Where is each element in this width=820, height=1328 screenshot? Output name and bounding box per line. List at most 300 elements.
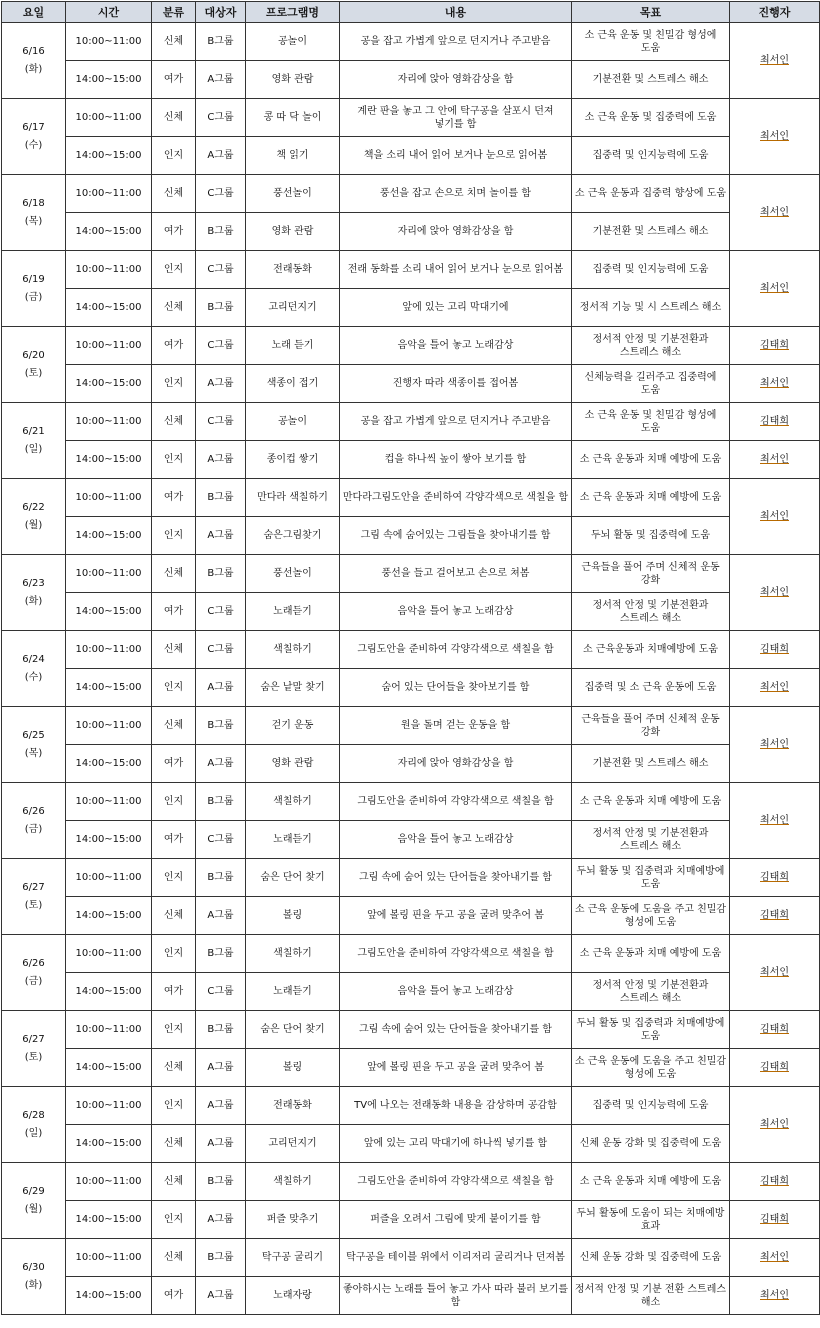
time-cell: 10:00~11:00 <box>66 1087 152 1125</box>
category-cell: 인지 <box>152 1201 196 1239</box>
group-cell: A그룹 <box>196 1201 246 1239</box>
day-cell <box>2 251 66 327</box>
table-row <box>2 1163 820 1201</box>
content-cell: 음악을 틀어 놓고 노래감상 <box>340 973 572 1011</box>
category-cell: 여가 <box>152 973 196 1011</box>
leader-cell: 김태희 <box>730 631 820 669</box>
category-cell: 여가 <box>152 1277 196 1315</box>
category-cell: 인지 <box>152 365 196 403</box>
content-cell: 앞에 볼링 핀을 두고 공을 굴려 맞추어 봄 <box>340 1049 572 1087</box>
day-weekday: (토) <box>24 367 43 379</box>
goal-cell: 정서적 안정 및 기분 전환 스트레스 해소 <box>572 1277 730 1315</box>
content-cell: 자리에 앉아 영화감상을 함 <box>340 61 572 99</box>
time-cell: 10:00~11:00 <box>66 403 152 441</box>
category-cell: 신체 <box>152 23 196 61</box>
group-cell: B그룹 <box>196 783 246 821</box>
group-cell: A그룹 <box>196 897 246 935</box>
leader-cell: 김태희 <box>730 1049 820 1087</box>
day-cell <box>2 859 66 935</box>
leader-cell: 김태희 <box>730 897 820 935</box>
day-cell <box>2 1011 66 1087</box>
table-row <box>2 175 820 213</box>
day-date: 6/16 <box>22 45 45 57</box>
goal-cell: 두뇌 활동 및 집중력에 도움 <box>572 517 730 555</box>
day-weekday: (토) <box>24 1051 43 1063</box>
time-cell: 10:00~11:00 <box>66 251 152 289</box>
table-row <box>2 745 820 783</box>
group-cell: B그룹 <box>196 935 246 973</box>
day-weekday: (월) <box>24 1203 43 1215</box>
leader-cell: 김태희 <box>730 1163 820 1201</box>
leader-cell: 김태희 <box>730 859 820 897</box>
group-cell: A그룹 <box>196 1049 246 1087</box>
day-weekday: (금) <box>24 291 43 303</box>
program-cell: 볼링 <box>246 897 340 935</box>
table-row <box>2 1011 820 1049</box>
day-cell <box>2 783 66 859</box>
content-cell: 퍼즐을 오려서 그림에 맞게 붙이기를 함 <box>340 1201 572 1239</box>
day-cell <box>2 175 66 251</box>
day-weekday: (화) <box>24 1279 43 1291</box>
group-cell: C그룹 <box>196 251 246 289</box>
time-cell: 14:00~15:00 <box>66 137 152 175</box>
table-row <box>2 99 820 137</box>
table-row <box>2 1125 820 1163</box>
table-row <box>2 1239 820 1277</box>
table-body <box>2 23 820 1315</box>
goal-cell: 두뇌 활동 및 집중력과 치매예방에 도움 <box>572 1011 730 1049</box>
day-weekday: (수) <box>24 671 43 683</box>
category-cell: 여가 <box>152 213 196 251</box>
table-row <box>2 1049 820 1087</box>
table-row <box>2 821 820 859</box>
day-cell <box>2 99 66 175</box>
day-cell <box>2 707 66 783</box>
day-date: 6/26 <box>22 805 45 817</box>
category-cell: 신체 <box>152 1049 196 1087</box>
group-cell: A그룹 <box>196 61 246 99</box>
content-cell: 앞에 있는 고리 막대기에 <box>340 289 572 327</box>
goal-cell: 소 근육 운동 및 친밀감 형성에 도움 <box>572 23 730 61</box>
content-cell: TV에 나오는 전래동화 내용을 감상하며 공감함 <box>340 1087 572 1125</box>
program-cell: 노래자랑 <box>246 1277 340 1315</box>
group-cell: C그룹 <box>196 631 246 669</box>
day-date: 6/20 <box>22 349 45 361</box>
content-cell: 숨어 있는 단어들을 찾아보기를 함 <box>340 669 572 707</box>
time-cell: 14:00~15:00 <box>66 821 152 859</box>
program-cell: 걷기 운동 <box>246 707 340 745</box>
program-cell: 숨은 단어 찾기 <box>246 859 340 897</box>
goal-cell: 정서적 안정 및 기분전환과 스트레스 해소 <box>572 821 730 859</box>
table-row <box>2 973 820 1011</box>
day-cell <box>2 1087 66 1163</box>
leader-cell: 최서인 <box>730 669 820 707</box>
col-header-goal: 목표 <box>572 2 730 23</box>
content-cell: 음악을 틀어 놓고 노래감상 <box>340 593 572 631</box>
time-cell: 10:00~11:00 <box>66 859 152 897</box>
table-row <box>2 479 820 517</box>
content-cell: 자리에 앉아 영화감상을 함 <box>340 745 572 783</box>
table-row <box>2 631 820 669</box>
content-cell: 좋아하시는 노래를 틀어 놓고 가사 따라 불러 보기를 함 <box>340 1277 572 1315</box>
program-cell: 색칠하기 <box>246 1163 340 1201</box>
program-cell: 노래듣기 <box>246 821 340 859</box>
program-cell: 만다라 색칠하기 <box>246 479 340 517</box>
category-cell: 신체 <box>152 707 196 745</box>
day-date: 6/22 <box>22 501 45 513</box>
col-header-day: 요일 <box>2 2 66 23</box>
program-cell: 숨은그림찾기 <box>246 517 340 555</box>
table-row <box>2 897 820 935</box>
day-weekday: (목) <box>24 747 43 759</box>
content-cell: 컵을 하나씩 높이 쌓아 보기를 함 <box>340 441 572 479</box>
content-cell: 풍선을 잡고 손으로 치며 놀이를 함 <box>340 175 572 213</box>
group-cell: B그룹 <box>196 23 246 61</box>
col-header-time: 시간 <box>66 2 152 23</box>
goal-cell: 집중력 및 인지능력에 도움 <box>572 137 730 175</box>
table-row <box>2 61 820 99</box>
time-cell: 14:00~15:00 <box>66 745 152 783</box>
table-row <box>2 593 820 631</box>
leader-cell: 최서인 <box>730 1239 820 1277</box>
leader-cell: 최서인 <box>730 23 820 99</box>
category-cell: 여가 <box>152 745 196 783</box>
category-cell: 인지 <box>152 859 196 897</box>
category-cell: 인지 <box>152 1087 196 1125</box>
program-cell: 색칠하기 <box>246 631 340 669</box>
time-cell: 10:00~11:00 <box>66 23 152 61</box>
category-cell: 신체 <box>152 1125 196 1163</box>
day-weekday: (토) <box>24 899 43 911</box>
goal-cell: 기분전환 및 스트레스 해소 <box>572 745 730 783</box>
table-row <box>2 859 820 897</box>
group-cell: A그룹 <box>196 745 246 783</box>
group-cell: C그룹 <box>196 973 246 1011</box>
program-cell: 종이컵 쌓기 <box>246 441 340 479</box>
day-weekday: (금) <box>24 823 43 835</box>
group-cell: C그룹 <box>196 175 246 213</box>
day-weekday: (화) <box>24 63 43 75</box>
program-cell: 책 읽기 <box>246 137 340 175</box>
day-date: 6/27 <box>22 1033 45 1045</box>
goal-cell: 신체 운동 강화 및 집중력에 도움 <box>572 1125 730 1163</box>
group-cell: C그룹 <box>196 99 246 137</box>
content-cell: 자리에 앉아 영화감상을 함 <box>340 213 572 251</box>
content-cell: 그림 속에 숨어 있는 단어들을 찾아내기를 함 <box>340 859 572 897</box>
time-cell: 14:00~15:00 <box>66 973 152 1011</box>
category-cell: 여가 <box>152 61 196 99</box>
group-cell: A그룹 <box>196 1087 246 1125</box>
time-cell: 14:00~15:00 <box>66 365 152 403</box>
content-cell: 탁구공을 테이블 위에서 이리저리 굴리거나 던져봄 <box>340 1239 572 1277</box>
category-cell: 인지 <box>152 669 196 707</box>
table-row <box>2 251 820 289</box>
leader-cell: 최서인 <box>730 1087 820 1163</box>
leader-cell: 김태희 <box>730 1011 820 1049</box>
leader-cell: 최서인 <box>730 99 820 175</box>
table-row <box>2 403 820 441</box>
day-weekday: (수) <box>24 139 43 151</box>
time-cell: 14:00~15:00 <box>66 61 152 99</box>
category-cell: 인지 <box>152 517 196 555</box>
time-cell: 10:00~11:00 <box>66 175 152 213</box>
category-cell: 여가 <box>152 821 196 859</box>
day-cell <box>2 1163 66 1239</box>
day-weekday: (목) <box>24 215 43 227</box>
time-cell: 14:00~15:00 <box>66 1201 152 1239</box>
content-cell: 그림 속에 숨어있는 그림들을 찾아내기를 함 <box>340 517 572 555</box>
group-cell: B그룹 <box>196 707 246 745</box>
group-cell: A그룹 <box>196 1125 246 1163</box>
leader-cell: 김태희 <box>730 403 820 441</box>
table-row <box>2 669 820 707</box>
group-cell: A그룹 <box>196 441 246 479</box>
time-cell: 10:00~11:00 <box>66 707 152 745</box>
category-cell: 인지 <box>152 1011 196 1049</box>
group-cell: B그룹 <box>196 859 246 897</box>
goal-cell: 정서적 안정 및 기분전환과 스트레스 해소 <box>572 593 730 631</box>
time-cell: 14:00~15:00 <box>66 289 152 327</box>
content-cell: 책을 소리 내어 읽어 보거나 눈으로 읽어봄 <box>340 137 572 175</box>
program-cell: 색종이 접기 <box>246 365 340 403</box>
time-cell: 14:00~15:00 <box>66 1049 152 1087</box>
category-cell: 신체 <box>152 631 196 669</box>
category-cell: 인지 <box>152 137 196 175</box>
content-cell: 계란 판을 놓고 그 안에 탁구공을 살포시 던져 넣기를 함 <box>340 99 572 137</box>
day-cell <box>2 631 66 707</box>
program-cell: 숨은 낱말 찾기 <box>246 669 340 707</box>
day-cell <box>2 327 66 403</box>
time-cell: 10:00~11:00 <box>66 99 152 137</box>
goal-cell: 신체능력을 길러주고 집중력에 도움 <box>572 365 730 403</box>
goal-cell: 기분전환 및 스트레스 해소 <box>572 61 730 99</box>
time-cell: 14:00~15:00 <box>66 897 152 935</box>
group-cell: B그룹 <box>196 555 246 593</box>
content-cell: 그림도안을 준비하여 각양각색으로 색칠을 함 <box>340 783 572 821</box>
content-cell: 음악을 틀어 놓고 노래감상 <box>340 327 572 365</box>
program-cell: 노래듣기 <box>246 593 340 631</box>
group-cell: B그룹 <box>196 1163 246 1201</box>
content-cell: 그림도안을 준비하여 각양각색으로 색칠을 함 <box>340 935 572 973</box>
category-cell: 여가 <box>152 479 196 517</box>
category-cell: 여가 <box>152 593 196 631</box>
time-cell: 14:00~15:00 <box>66 1125 152 1163</box>
table-row <box>2 365 820 403</box>
time-cell: 10:00~11:00 <box>66 555 152 593</box>
content-cell: 진행자 따라 색종이를 접어봄 <box>340 365 572 403</box>
col-header-leader: 진행자 <box>730 2 820 23</box>
goal-cell: 소 근육 운동 및 친밀감 형성에 도움 <box>572 403 730 441</box>
goal-cell: 정서적 기능 및 시 스트레스 해소 <box>572 289 730 327</box>
day-date: 6/18 <box>22 197 45 209</box>
category-cell: 신체 <box>152 403 196 441</box>
goal-cell: 정서적 안정 및 기분전환과 스트레스 해소 <box>572 973 730 1011</box>
goal-cell: 기분전환 및 스트레스 해소 <box>572 213 730 251</box>
program-cell: 영화 관람 <box>246 213 340 251</box>
day-date: 6/26 <box>22 957 45 969</box>
program-cell: 숨은 단어 찾기 <box>246 1011 340 1049</box>
day-date: 6/19 <box>22 273 45 285</box>
day-weekday: (월) <box>24 519 43 531</box>
program-cell: 풍선놀이 <box>246 175 340 213</box>
content-cell: 공을 잡고 가볍게 앞으로 던지거나 주고받음 <box>340 403 572 441</box>
table-row <box>2 517 820 555</box>
leader-cell: 최서인 <box>730 707 820 783</box>
program-cell: 전래동화 <box>246 1087 340 1125</box>
table-row <box>2 1201 820 1239</box>
category-cell: 인지 <box>152 251 196 289</box>
day-cell <box>2 935 66 1011</box>
category-cell: 인지 <box>152 783 196 821</box>
table-row <box>2 289 820 327</box>
col-header-content: 내용 <box>340 2 572 23</box>
program-cell: 노래 듣기 <box>246 327 340 365</box>
day-weekday: (일) <box>24 1127 43 1139</box>
day-cell <box>2 555 66 631</box>
time-cell: 10:00~11:00 <box>66 783 152 821</box>
day-cell <box>2 23 66 99</box>
category-cell: 신체 <box>152 897 196 935</box>
goal-cell: 정서적 안정 및 기분전환과 스트레스 해소 <box>572 327 730 365</box>
content-cell: 앞에 볼링 핀을 두고 공을 굴려 맞추어 봄 <box>340 897 572 935</box>
day-weekday: (화) <box>24 595 43 607</box>
time-cell: 14:00~15:00 <box>66 669 152 707</box>
category-cell: 인지 <box>152 935 196 973</box>
goal-cell: 신체 운동 강화 및 집중력에 도움 <box>572 1239 730 1277</box>
table-row <box>2 213 820 251</box>
time-cell: 10:00~11:00 <box>66 1011 152 1049</box>
group-cell: A그룹 <box>196 1277 246 1315</box>
program-cell: 볼링 <box>246 1049 340 1087</box>
leader-cell: 최서인 <box>730 1277 820 1315</box>
goal-cell: 집중력 및 소 근육 운동에 도움 <box>572 669 730 707</box>
category-cell: 신체 <box>152 555 196 593</box>
program-cell: 풍선놀이 <box>246 555 340 593</box>
content-cell: 풍선을 들고 걸어보고 손으로 쳐봄 <box>340 555 572 593</box>
program-cell: 색칠하기 <box>246 783 340 821</box>
program-cell: 전래동화 <box>246 251 340 289</box>
category-cell: 신체 <box>152 175 196 213</box>
program-cell: 고리던지기 <box>246 1125 340 1163</box>
program-cell: 탁구공 굴리기 <box>246 1239 340 1277</box>
program-cell: 공놀이 <box>246 23 340 61</box>
day-date: 6/23 <box>22 577 45 589</box>
goal-cell: 소 근육 운동에 도움을 주고 친밀감 형성에 도움 <box>572 897 730 935</box>
category-cell: 신체 <box>152 1163 196 1201</box>
program-cell: 색칠하기 <box>246 935 340 973</box>
content-cell: 원을 돌며 걷는 운동을 함 <box>340 707 572 745</box>
goal-cell: 두뇌 활동에 도움이 되는 치매예방 효과 <box>572 1201 730 1239</box>
table-row <box>2 441 820 479</box>
goal-cell: 소 근육 운동과 치매 예방에 도움 <box>572 479 730 517</box>
program-cell: 노래듣기 <box>246 973 340 1011</box>
day-date: 6/30 <box>22 1261 45 1273</box>
group-cell: B그룹 <box>196 479 246 517</box>
content-cell: 음악을 틀어 놓고 노래감상 <box>340 821 572 859</box>
table-row <box>2 935 820 973</box>
content-cell: 전래 동화를 소리 내어 읽어 보거나 눈으로 읽어봄 <box>340 251 572 289</box>
group-cell: A그룹 <box>196 137 246 175</box>
program-cell: 영화 관람 <box>246 61 340 99</box>
day-date: 6/29 <box>22 1185 45 1197</box>
leader-cell: 김태희 <box>730 1201 820 1239</box>
content-cell: 앞에 있는 고리 막대기에 하나씩 넣기를 함 <box>340 1125 572 1163</box>
day-cell <box>2 479 66 555</box>
goal-cell: 소 근육운동과 치매예방에 도움 <box>572 631 730 669</box>
group-cell: A그룹 <box>196 365 246 403</box>
goal-cell: 소 근육 운동과 치매 예방에 도움 <box>572 1163 730 1201</box>
time-cell: 10:00~11:00 <box>66 935 152 973</box>
category-cell: 여가 <box>152 327 196 365</box>
group-cell: C그룹 <box>196 327 246 365</box>
time-cell: 14:00~15:00 <box>66 1277 152 1315</box>
leader-cell: 최서인 <box>730 479 820 555</box>
table-row <box>2 23 820 61</box>
leader-cell: 최서인 <box>730 783 820 859</box>
table-row <box>2 137 820 175</box>
content-cell: 그림도안을 준비하여 각양각색으로 색칠을 함 <box>340 631 572 669</box>
program-cell: 콩 따 닥 놀이 <box>246 99 340 137</box>
time-cell: 10:00~11:00 <box>66 327 152 365</box>
schedule-table <box>1 1 820 1315</box>
goal-cell: 소 근육 운동 및 집중력에 도움 <box>572 99 730 137</box>
group-cell: B그룹 <box>196 1239 246 1277</box>
col-header-program: 프로그램명 <box>246 2 340 23</box>
col-header-category: 분류 <box>152 2 196 23</box>
time-cell: 10:00~11:00 <box>66 1163 152 1201</box>
day-date: 6/21 <box>22 425 45 437</box>
table-row <box>2 555 820 593</box>
time-cell: 10:00~11:00 <box>66 1239 152 1277</box>
day-date: 6/27 <box>22 881 45 893</box>
leader-cell: 최서인 <box>730 251 820 327</box>
group-cell: B그룹 <box>196 289 246 327</box>
content-cell: 그림도안을 준비하여 각양각색으로 색칠을 함 <box>340 1163 572 1201</box>
goal-cell: 두뇌 활동 및 집중력과 치매예방에 도움 <box>572 859 730 897</box>
day-date: 6/28 <box>22 1109 45 1121</box>
category-cell: 신체 <box>152 1239 196 1277</box>
table-row <box>2 707 820 745</box>
group-cell: B그룹 <box>196 213 246 251</box>
group-cell: A그룹 <box>196 669 246 707</box>
goal-cell: 집중력 및 인지능력에 도움 <box>572 251 730 289</box>
table-row <box>2 327 820 365</box>
group-cell: C그룹 <box>196 821 246 859</box>
time-cell: 14:00~15:00 <box>66 441 152 479</box>
leader-cell: 최서인 <box>730 935 820 1011</box>
day-date: 6/25 <box>22 729 45 741</box>
time-cell: 14:00~15:00 <box>66 517 152 555</box>
day-date: 6/17 <box>22 121 45 133</box>
day-weekday: (일) <box>24 443 43 455</box>
leader-cell: 최서인 <box>730 175 820 251</box>
program-cell: 고리던지기 <box>246 289 340 327</box>
leader-cell: 최서인 <box>730 555 820 631</box>
goal-cell: 소 근육 운동과 치매 예방에 도움 <box>572 783 730 821</box>
content-cell: 만다라그림도안을 준비하여 각양각색으로 색칠을 함 <box>340 479 572 517</box>
day-date: 6/24 <box>22 653 45 665</box>
group-cell: C그룹 <box>196 403 246 441</box>
group-cell: B그룹 <box>196 1011 246 1049</box>
content-cell: 공을 잡고 가볍게 앞으로 던지거나 주고받음 <box>340 23 572 61</box>
program-cell: 공놀이 <box>246 403 340 441</box>
table-row <box>2 1277 820 1315</box>
goal-cell: 소 근육 운동에 도움을 주고 친밀감 형성에 도움 <box>572 1049 730 1087</box>
goal-cell: 소 근육 운동과 치매 예방에 도움 <box>572 441 730 479</box>
col-header-group: 대상자 <box>196 2 246 23</box>
day-weekday: (금) <box>24 975 43 987</box>
day-cell <box>2 1239 66 1315</box>
